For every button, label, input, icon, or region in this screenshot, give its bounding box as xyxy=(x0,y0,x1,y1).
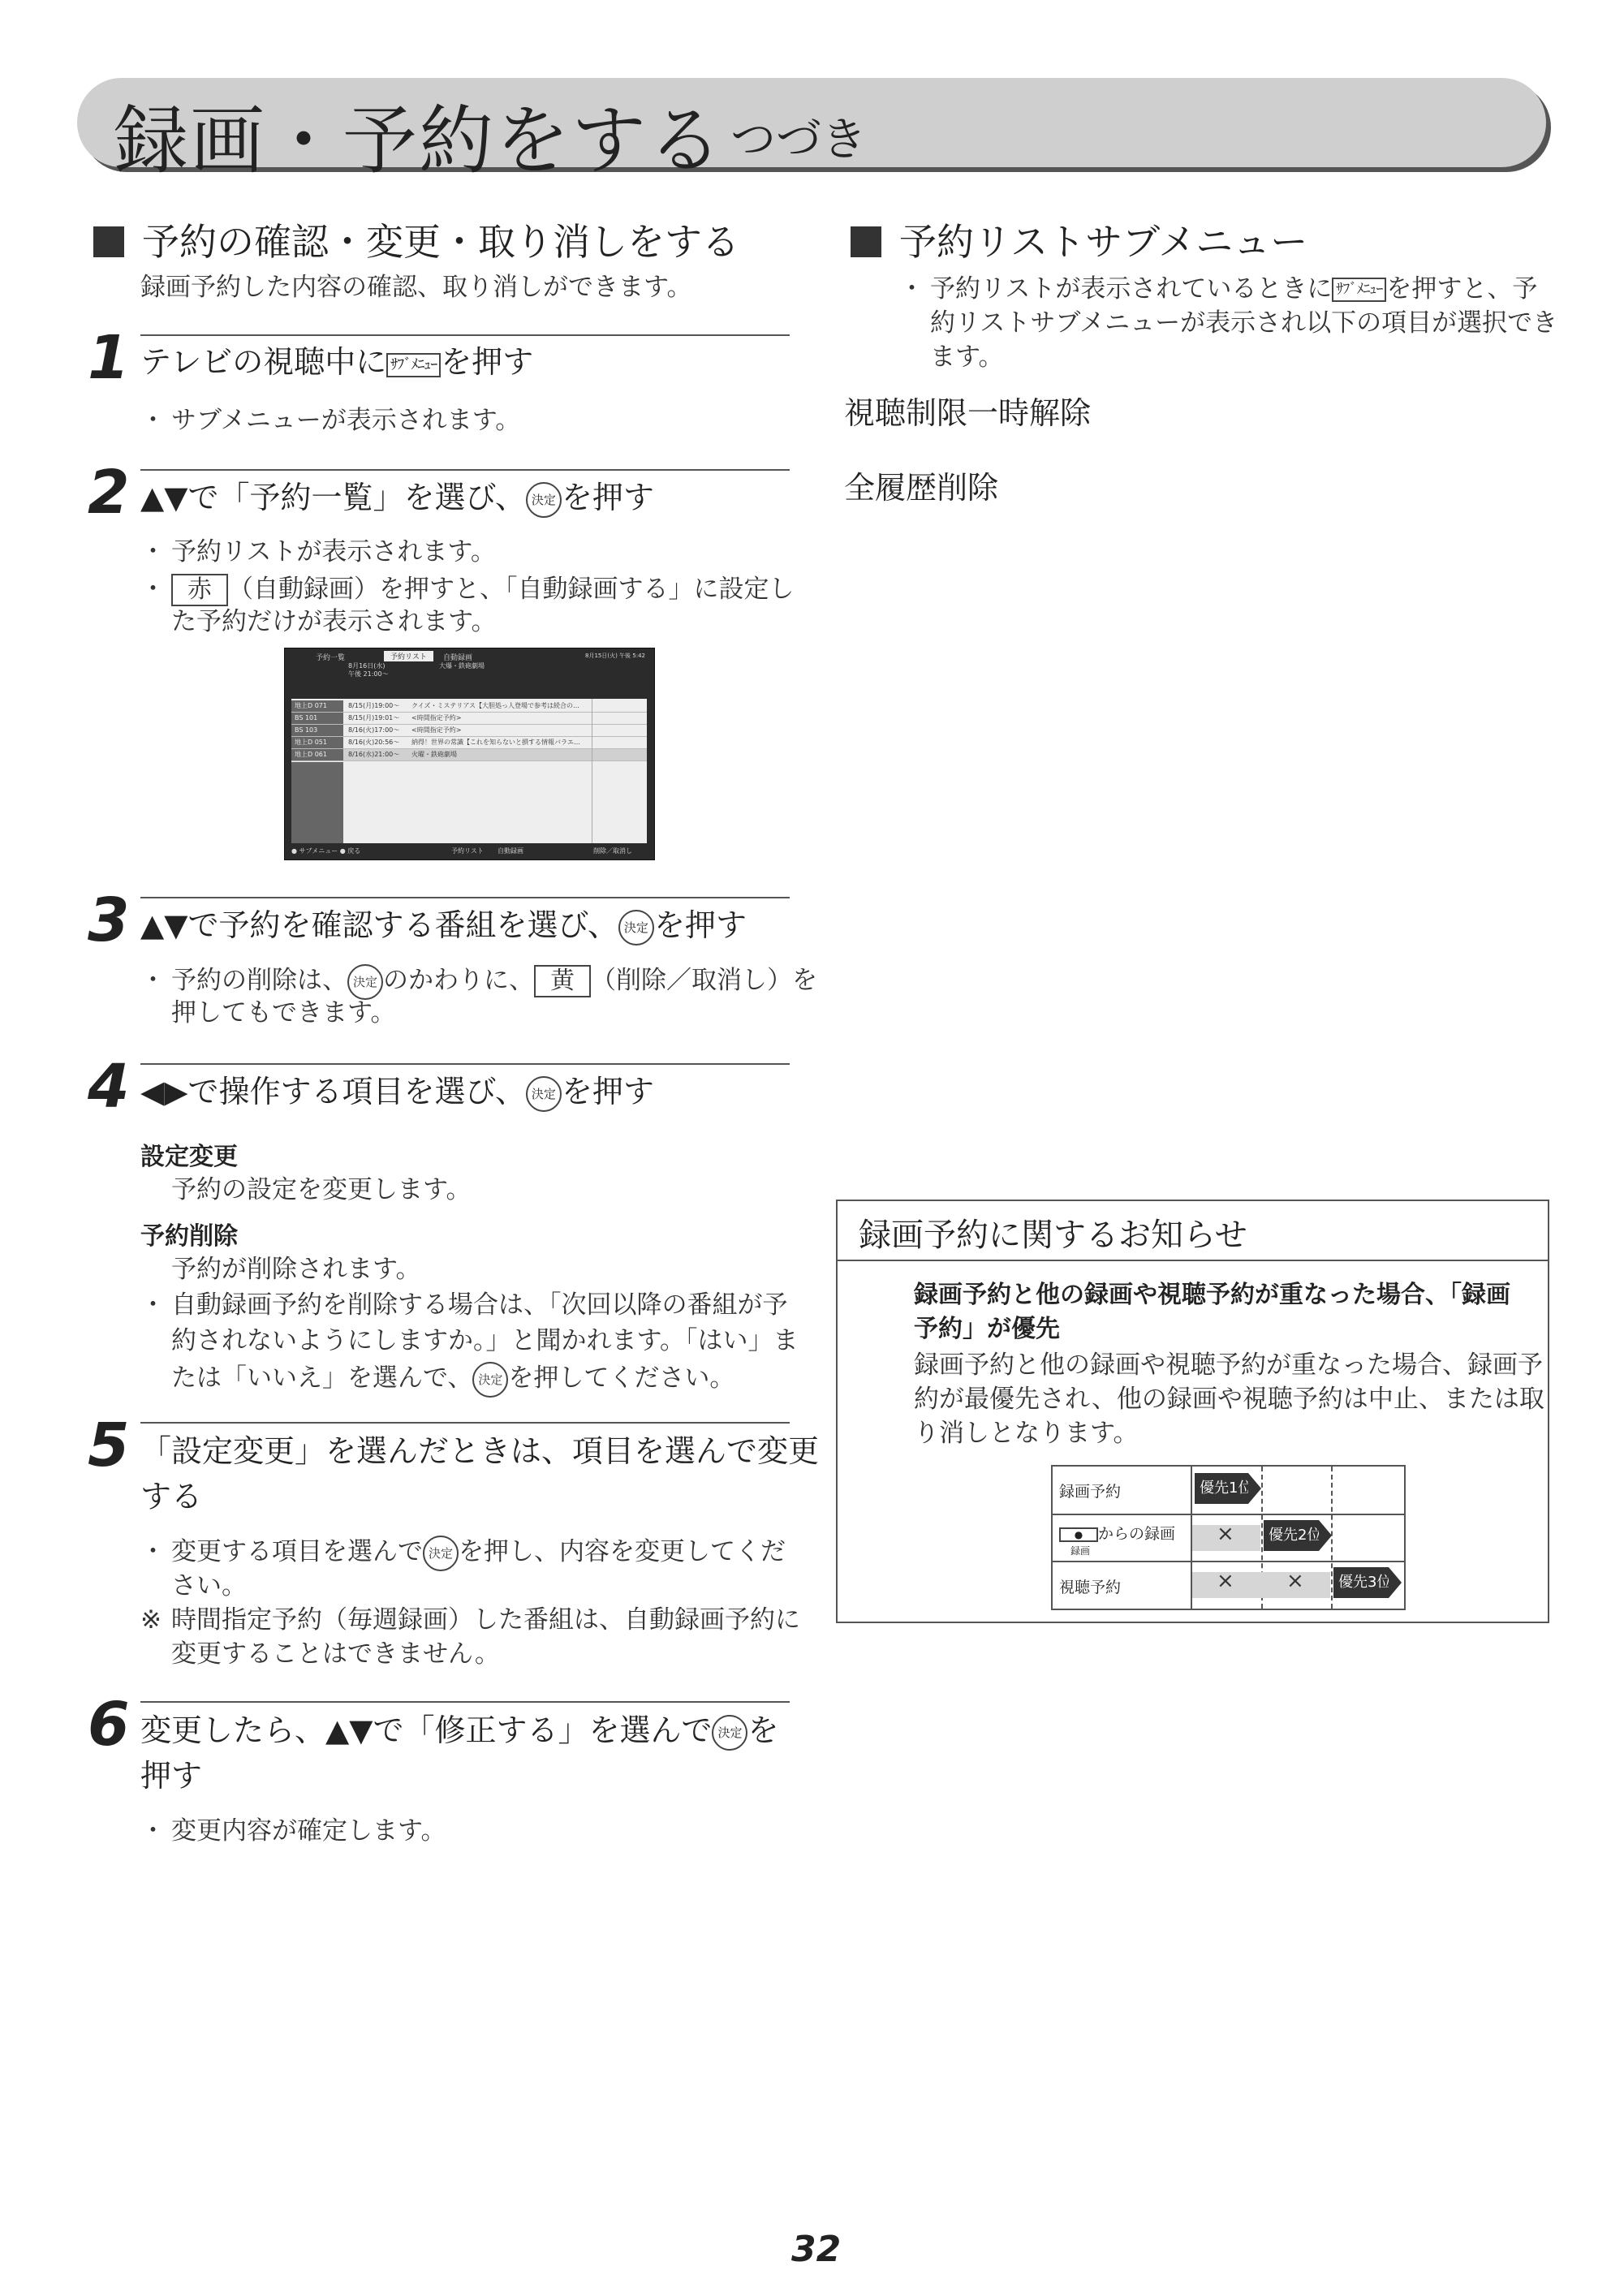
enter-key-icon: 決定 xyxy=(526,482,562,518)
screenshot-datetime: 8月15日(火) 午後 5:42 xyxy=(585,653,645,659)
sub-text-change: 予約の設定を変更します。 xyxy=(171,1175,472,1204)
priority-2-arrow: 優先2位 xyxy=(1264,1520,1319,1551)
row-channel: BS 101 xyxy=(291,713,343,724)
step-6-text-c: 押す xyxy=(140,1758,203,1794)
step-1-text-b: を押す xyxy=(441,344,534,380)
step-2-text-a: ▲▼で「予約一覧」を選び、 xyxy=(140,480,526,515)
record-button-icon: ● xyxy=(1059,1527,1098,1542)
row-title: 火曜・鉄砲劇場 xyxy=(411,751,457,758)
right-bullet-a1: 予約リストが表示されているときに xyxy=(930,274,1333,304)
enter-key-icon: 決定 xyxy=(472,1362,508,1398)
step-3-text xyxy=(140,902,747,948)
right-bullet-a2: を押すと、予 xyxy=(1386,274,1538,304)
x-mark: × xyxy=(1286,1569,1304,1593)
square-bullet-icon xyxy=(93,226,124,257)
step-4-text-b: を押す xyxy=(561,1074,654,1109)
table-row xyxy=(291,700,647,713)
row-title: 納得！世界の常識【これを知らないと損する情報バラエ… xyxy=(411,739,580,746)
footer-btn-2: 自動録画 xyxy=(498,847,523,855)
row-channel: 地上D 061 xyxy=(291,749,343,760)
step-5-bullet-a1: 変更する項目を選んで xyxy=(171,1537,423,1566)
step-divider xyxy=(140,334,790,336)
step-divider xyxy=(140,1701,790,1703)
row-label-other-recording xyxy=(1059,1522,1175,1557)
row-title: <時間指定予約> xyxy=(411,714,462,722)
step-divider xyxy=(140,1063,790,1065)
info-box-divider xyxy=(836,1260,1549,1261)
priority-3-arrow: 優先3位 xyxy=(1333,1567,1389,1598)
right-heading-text: 予約リストサブメニュー xyxy=(899,220,1308,264)
step-divider xyxy=(140,469,790,471)
row-title: <時間指定予約> xyxy=(411,726,462,734)
sub-title-change: 設定変更 xyxy=(140,1143,238,1171)
enter-key-icon: 決定 xyxy=(423,1536,459,1571)
empty-channel-column xyxy=(291,762,343,843)
step-2-text xyxy=(140,475,654,520)
row-channel: 地上D 051 xyxy=(291,737,343,748)
step-3-bullet-cont: 押してもできます。 xyxy=(171,998,396,1027)
enter-key-icon: 決定 xyxy=(712,1715,747,1751)
table-row xyxy=(291,749,647,761)
table-row xyxy=(291,737,647,749)
right-bullet: ・ 予約リストが表示されているときに ｻﾌﾞﾒﾆｭｰ を押すと、予 xyxy=(899,274,1538,304)
row-time: 8/16(火)20:56〜 xyxy=(348,739,400,746)
step-5-note-a: 時間指定予約（毎週録画）した番組は、自動録画予約に xyxy=(171,1605,800,1635)
screenshot-info-time: 午後 21:00〜 xyxy=(348,670,389,678)
row-2-label-b: 録画 xyxy=(1070,1545,1091,1557)
step-1-bullet: ・ サブメニューが表示されます。 xyxy=(140,406,521,435)
left-section-heading xyxy=(93,213,739,266)
step-number-3: 3 xyxy=(88,885,130,955)
submenu-item-2: 全履歴削除 xyxy=(844,470,999,506)
step-4-bullet-c2: を押してください。 xyxy=(508,1363,735,1393)
step-number-5: 5 xyxy=(88,1411,130,1480)
x-mark: × xyxy=(1217,1522,1234,1546)
info-box-title: 録画予約に関するお知らせ xyxy=(859,1217,1247,1254)
info-text-b: 約が最優先され、他の録画や視聴予約は中止、または取 xyxy=(914,1385,1544,1414)
row-label-view-reservation: 視聴予約 xyxy=(1059,1579,1122,1596)
step-2-text-b: を押す xyxy=(561,480,654,515)
reservation-list-screenshot xyxy=(284,648,655,860)
step-2-bullet-2-text-a: （自動録画）を押すと、「自動録画する」に設定し xyxy=(228,575,795,604)
row-time: 8/16(水)21:00〜 xyxy=(348,751,400,758)
step-4-bullet-b: 約されないようにしますか。」と聞かれます。「はい」ま xyxy=(171,1326,799,1355)
step-4-bullet: ・ 自動録画予約を削除する場合は、「次回以降の番組が予 xyxy=(140,1290,788,1320)
screenshot-footer xyxy=(285,843,654,859)
info-text-a: 録画予約と他の録画や視聴予約が重なった場合、録画予 xyxy=(914,1350,1543,1380)
step-number-1: 1 xyxy=(88,323,130,393)
submenu-key-icon: ｻﾌﾞﾒﾆｭｰ xyxy=(386,353,441,377)
step-5-note xyxy=(140,1602,800,1638)
gray-cell xyxy=(1192,1572,1330,1598)
step-2-bullet-1-text: 予約リストが表示されます。 xyxy=(171,537,496,566)
step-1-text-a: テレビの視聴中に xyxy=(140,344,387,380)
screenshot-info-title: 大爆・鉄砲劇場 xyxy=(439,662,485,670)
row-time: 8/15(月)19:01〜 xyxy=(348,714,400,722)
step-4-bullet-c1: たは「いいえ」を選んで、 xyxy=(171,1363,473,1393)
table-row-line xyxy=(1053,1561,1404,1562)
note-mark: ※ xyxy=(140,1605,162,1635)
row-channel: 地上D 071 xyxy=(291,700,343,712)
step-divider xyxy=(140,1422,790,1424)
right-section-heading xyxy=(851,213,1307,266)
enter-key-icon: 決定 xyxy=(618,910,654,946)
step-6-text-a: 変更したら、▲▼で「修正する」を選んで xyxy=(140,1712,713,1748)
step-number-2: 2 xyxy=(88,458,130,528)
screenshot-info-date: 8月16日(水) xyxy=(348,662,386,670)
priority-1-arrow: 優先1位 xyxy=(1195,1473,1248,1504)
row-2-label-a: からの録画 xyxy=(1098,1525,1176,1543)
step-number-4: 4 xyxy=(88,1052,130,1122)
step-6-text xyxy=(140,1708,778,1753)
screenshot-tab-2: 予約リスト xyxy=(384,651,433,661)
screenshot-table xyxy=(291,699,647,843)
footer-btn-3: 削除／取消し xyxy=(593,847,632,855)
red-button-icon: 赤 xyxy=(171,574,228,606)
screenshot-tab-3: 自動録画 xyxy=(443,654,473,662)
step-divider xyxy=(140,897,790,898)
info-bold-a: 録画予約と他の録画や視聴予約が重なった場合、「録画 xyxy=(914,1281,1510,1309)
info-bold-b: 予約」が優先 xyxy=(914,1315,1060,1343)
page-subtitle: つづき xyxy=(730,114,867,166)
step-5-bullet-cont: さい。 xyxy=(171,1571,247,1600)
step-number-6: 6 xyxy=(88,1690,130,1760)
enter-key-icon: 決定 xyxy=(526,1076,562,1112)
step-1-text xyxy=(140,339,533,385)
step-4-text-a: ◀▶で操作する項目を選び、 xyxy=(140,1074,526,1109)
step-5-note-b: 変更することはできません。 xyxy=(171,1639,500,1669)
table-row-line xyxy=(1053,1514,1404,1515)
submenu-item-1: 視聴制限一時解除 xyxy=(844,395,1092,431)
step-5-bullet-a2: を押し、内容を変更してくだ xyxy=(459,1537,786,1566)
sub-title-delete: 予約削除 xyxy=(140,1222,238,1251)
yellow-button-icon: 黄 xyxy=(534,965,591,997)
step-5-text-b: する xyxy=(140,1479,203,1514)
info-text-c: り消しとなります。 xyxy=(914,1419,1139,1448)
footer-btn-1: 予約リスト xyxy=(451,847,484,855)
left-intro: 録画予約した内容の確認、取り消しができます。 xyxy=(140,273,692,302)
step-6-bullet-text: 変更内容が確定します。 xyxy=(171,1816,446,1846)
step-2-bullet-1: ・ 予約リストが表示されます。 xyxy=(140,537,496,566)
right-bullet-b: 約リストサブメニューが表示され以下の項目が選択でき xyxy=(930,308,1558,338)
row-title: クイズ・ミステリアス【大胆処っ人登場で参考は続合の… xyxy=(411,702,580,709)
row-time: 8/15(月)19:00〜 xyxy=(348,702,400,709)
row-time: 8/16(火)17:00〜 xyxy=(348,726,400,734)
step-1-bullet-text: サブメニューが表示されます。 xyxy=(171,406,521,435)
square-bullet-icon xyxy=(851,226,881,257)
step-4-bullet-a: 自動録画予約を削除する場合は、「次回以降の番組が予 xyxy=(171,1290,788,1320)
page-title: 録画・予約をする xyxy=(114,97,725,184)
submenu-key-icon: ｻﾌﾞﾒﾆｭｰ xyxy=(1332,278,1386,302)
step-3-bullet-a: 予約の削除は、 xyxy=(171,966,347,995)
step-5-bullet: ・ 変更する項目を選んで 決定 を押し、内容を変更してくだ xyxy=(140,1534,786,1571)
enter-key-icon: 決定 xyxy=(347,964,383,1000)
page-number: 32 xyxy=(791,2229,842,2270)
step-3-bullet-c: （削除／取消し）を xyxy=(591,966,817,995)
step-3-text-a: ▲▼で予約を確認する番組を選び、 xyxy=(140,907,618,943)
step-6-bullet: ・ 変更内容が確定します。 xyxy=(140,1816,446,1846)
footer-left-text: ● サブメニュー ● 戻る xyxy=(291,847,361,855)
step-3-bullet-b: のかわりに、 xyxy=(383,966,534,995)
x-mark: × xyxy=(1217,1569,1234,1593)
step-2-bullet-2-cont: た予約だけが表示されます。 xyxy=(171,607,497,636)
step-2-bullet-2: ・ 赤 （自動録画）を押すと、「自動録画する」に設定し xyxy=(140,571,795,607)
table-row xyxy=(291,713,647,725)
sub-text-delete: 予約が削除されます。 xyxy=(171,1255,421,1284)
screenshot-tab-1: 予約一覧 xyxy=(316,654,346,662)
step-4-bullet-c xyxy=(171,1360,734,1398)
step-4-text xyxy=(140,1069,654,1114)
table-row xyxy=(291,725,647,737)
screenshot-header xyxy=(285,648,654,699)
right-bullet-c: ます。 xyxy=(930,342,1004,372)
left-heading-text: 予約の確認・変更・取り消しをする xyxy=(142,220,739,264)
step-3-text-b: を押す xyxy=(653,907,747,943)
step-6-text-b: を xyxy=(747,1712,779,1748)
row-label-recording: 録画予約 xyxy=(1059,1483,1122,1501)
step-3-bullet: ・ 予約の削除は、 決定 のかわりに、 黄 （削除／取消し）を xyxy=(140,963,817,1000)
step-5-text-a: 「設定変更」を選んだときは、項目を選んで変更 xyxy=(140,1433,820,1469)
priority-table xyxy=(1051,1465,1406,1610)
row-channel: BS 103 xyxy=(291,725,343,736)
